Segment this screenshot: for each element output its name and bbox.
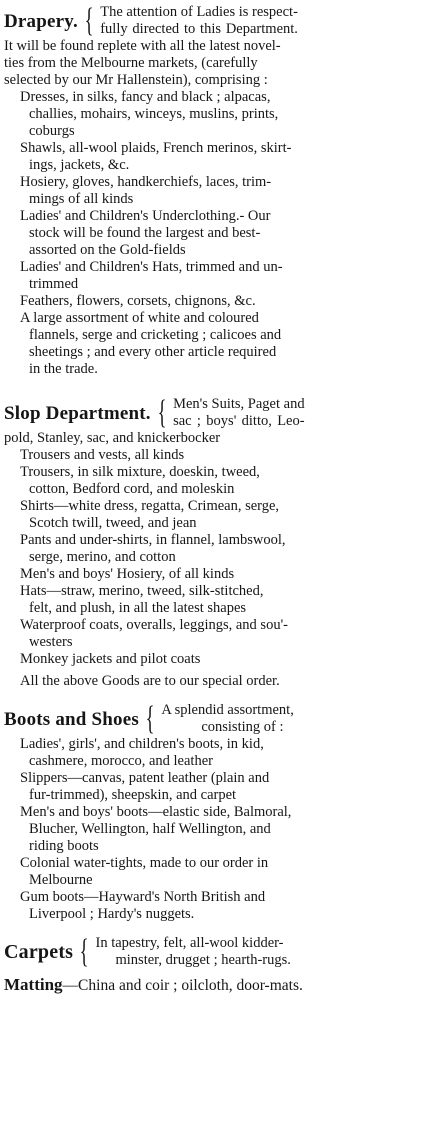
boots-heading-text [161, 702, 294, 736]
list-item [4, 583, 424, 617]
list-item [4, 447, 424, 464]
list-item [4, 259, 424, 293]
list-item-continuation: trimmed [29, 276, 79, 292]
drapery-intro [4, 38, 424, 89]
carpets-heading [4, 935, 424, 969]
list-item [4, 804, 424, 855]
list-item-continuation: challies, mohairs, winceys, muslins, prints, [29, 106, 279, 122]
list-item-line: Feathers, flowers, corsets, chignons, &c. [20, 293, 256, 309]
carpets-head-line: minster, drugget ; hearth-rugs. [115, 952, 291, 968]
slop-heading-text [173, 396, 305, 430]
list-item [4, 140, 424, 174]
slop-title: Slop Department. [4, 402, 151, 424]
list-item-line: Men's and boys' Hosiery, of all kinds [20, 566, 235, 582]
list-item-line: Shawls, all-wool plaids, French merinos, skirt- [20, 140, 292, 156]
brace-icon: { [84, 2, 94, 39]
drapery-heading-text [100, 4, 298, 38]
drapery-head-line: fully directed to this Department. [100, 21, 298, 37]
list-item [4, 208, 424, 259]
list-item-line: Waterproof coats, overalls, leggings, and sou'- [20, 617, 289, 633]
drapery-title: Drapery. [4, 10, 78, 32]
list-item [4, 566, 424, 583]
list-item-continuation: riding boots [29, 838, 99, 854]
slop-heading [4, 396, 424, 430]
list-item-continuation: fur-trimmed), sheepskin, and carpet [29, 787, 237, 803]
list-item-continuation: stock will be found the largest and best- [29, 225, 261, 241]
matting-title: Matting [4, 975, 63, 994]
list-item-line: Monkey jackets and pilot coats [20, 651, 201, 667]
boots-items [4, 736, 424, 923]
drapery-intro-line: It will be found replete with all the latest novel- [4, 38, 281, 54]
list-item-line: Ladies' and Children's Underclothing.- Our [20, 208, 271, 224]
list-item-line: Pants and under-shirts, in flannel, lambswool, [20, 532, 286, 548]
list-item-continuation: Melbourne [29, 872, 93, 888]
drapery-intro-line: ties from the Melbourne markets, (carefully [4, 55, 258, 71]
list-item-continuation: sheetings ; and every other article required [29, 344, 277, 360]
list-item-line: Shirts—white dress, regatta, Crimean, serge, [20, 498, 280, 514]
list-item [4, 464, 424, 498]
boots-head-line: A splendid assortment, [161, 702, 294, 718]
carpets-title: Carpets [4, 940, 74, 963]
list-item-continuation: westers [29, 634, 73, 650]
list-item-line: A large assortment of white and coloured [20, 310, 259, 326]
slop-section [4, 396, 424, 690]
list-item-continuation: cotton, Bedford cord, and moleskin [29, 481, 235, 497]
drapery-intro-line: selected by our Mr Hallenstein), comprising : [4, 72, 268, 88]
brace-icon: { [79, 933, 89, 970]
boots-title: Boots and Shoes [4, 708, 139, 730]
list-item-continuation: assorted on the Gold-fields [29, 242, 186, 258]
list-item-continuation: Blucher, Wellington, half Wellington, and [29, 821, 271, 837]
matting-text: —China and coir ; oilcloth, door-mats. [62, 977, 303, 994]
boots-section [4, 702, 424, 923]
list-item-line: Men's and boys' boots—elastic side, Balmoral, [20, 804, 292, 820]
list-item-continuation: Scotch twill, tweed, and jean [29, 515, 197, 531]
list-item-line: Colonial water-tights, made to our order in [20, 855, 269, 871]
list-item-continuation: flannels, serge and cricketing ; calicoes and [29, 327, 282, 343]
boots-head-line: consisting of : [201, 719, 284, 735]
list-item-continuation: in the trade. [29, 361, 98, 377]
brace-icon: { [157, 394, 167, 431]
list-item [4, 770, 424, 804]
list-item [4, 855, 424, 889]
list-item-continuation: cashmere, morocco, and leather [29, 753, 213, 769]
slop-intro-line: pold, Stanley, sac, and knickerbocker [4, 430, 221, 446]
list-item-line: Gum boots—Hayward's North British and [20, 889, 266, 905]
drapery-head-line: The attention of Ladies is respect- [100, 4, 298, 20]
drapery-section [4, 4, 424, 378]
carpets-head-line: In tapestry, felt, all-wool kidder- [95, 935, 284, 951]
list-item [4, 498, 424, 532]
list-item-line: Dresses, in silks, fancy and black ; alpacas, [20, 89, 271, 105]
list-item-line: Hosiery, gloves, handkerchiefs, laces, trim- [20, 174, 272, 190]
boots-heading [4, 702, 424, 736]
list-item-continuation: Liverpool ; Hardy's nuggets. [29, 906, 195, 922]
brace-icon: { [145, 700, 155, 737]
drapery-heading [4, 4, 424, 38]
slop-intro [4, 430, 424, 447]
list-item-continuation: felt, and plush, in all the latest shapes [29, 600, 247, 616]
list-item [4, 736, 424, 770]
list-item-line: Ladies' and Children's Hats, trimmed and un- [20, 259, 283, 275]
list-item [4, 532, 424, 566]
slop-head-line: sac ; boys' ditto, Leo- [173, 413, 305, 429]
matting-line [4, 975, 424, 996]
list-item [4, 174, 424, 208]
list-item [4, 651, 424, 668]
carpets-section [4, 935, 424, 969]
list-item-line: Hats—straw, merino, tweed, silk-stitched, [20, 583, 264, 599]
list-item-line: Trousers, in silk mixture, doeskin, tweed, [20, 464, 260, 480]
list-item-continuation: coburgs [29, 123, 75, 139]
list-item [4, 89, 424, 140]
list-item-continuation: serge, merino, and cotton [29, 549, 176, 565]
slop-items [4, 447, 424, 668]
list-item-line: Slippers—canvas, patent leather (plain and [20, 770, 270, 786]
list-item-continuation: ings, jackets, &c. [29, 157, 130, 173]
list-item [4, 293, 424, 310]
list-item [4, 617, 424, 651]
carpets-heading-text [96, 935, 291, 969]
list-item-line: Ladies', girls', and children's boots, in kid, [20, 736, 264, 752]
drapery-items [4, 89, 424, 378]
slop-note: All the above Goods are to our special order. [20, 673, 280, 689]
list-item-continuation: mings of all kinds [29, 191, 134, 207]
list-item [4, 310, 424, 378]
list-item [4, 889, 424, 923]
slop-head-line: Men's Suits, Paget and [173, 396, 305, 412]
list-item-line: Trousers and vests, all kinds [20, 447, 185, 463]
